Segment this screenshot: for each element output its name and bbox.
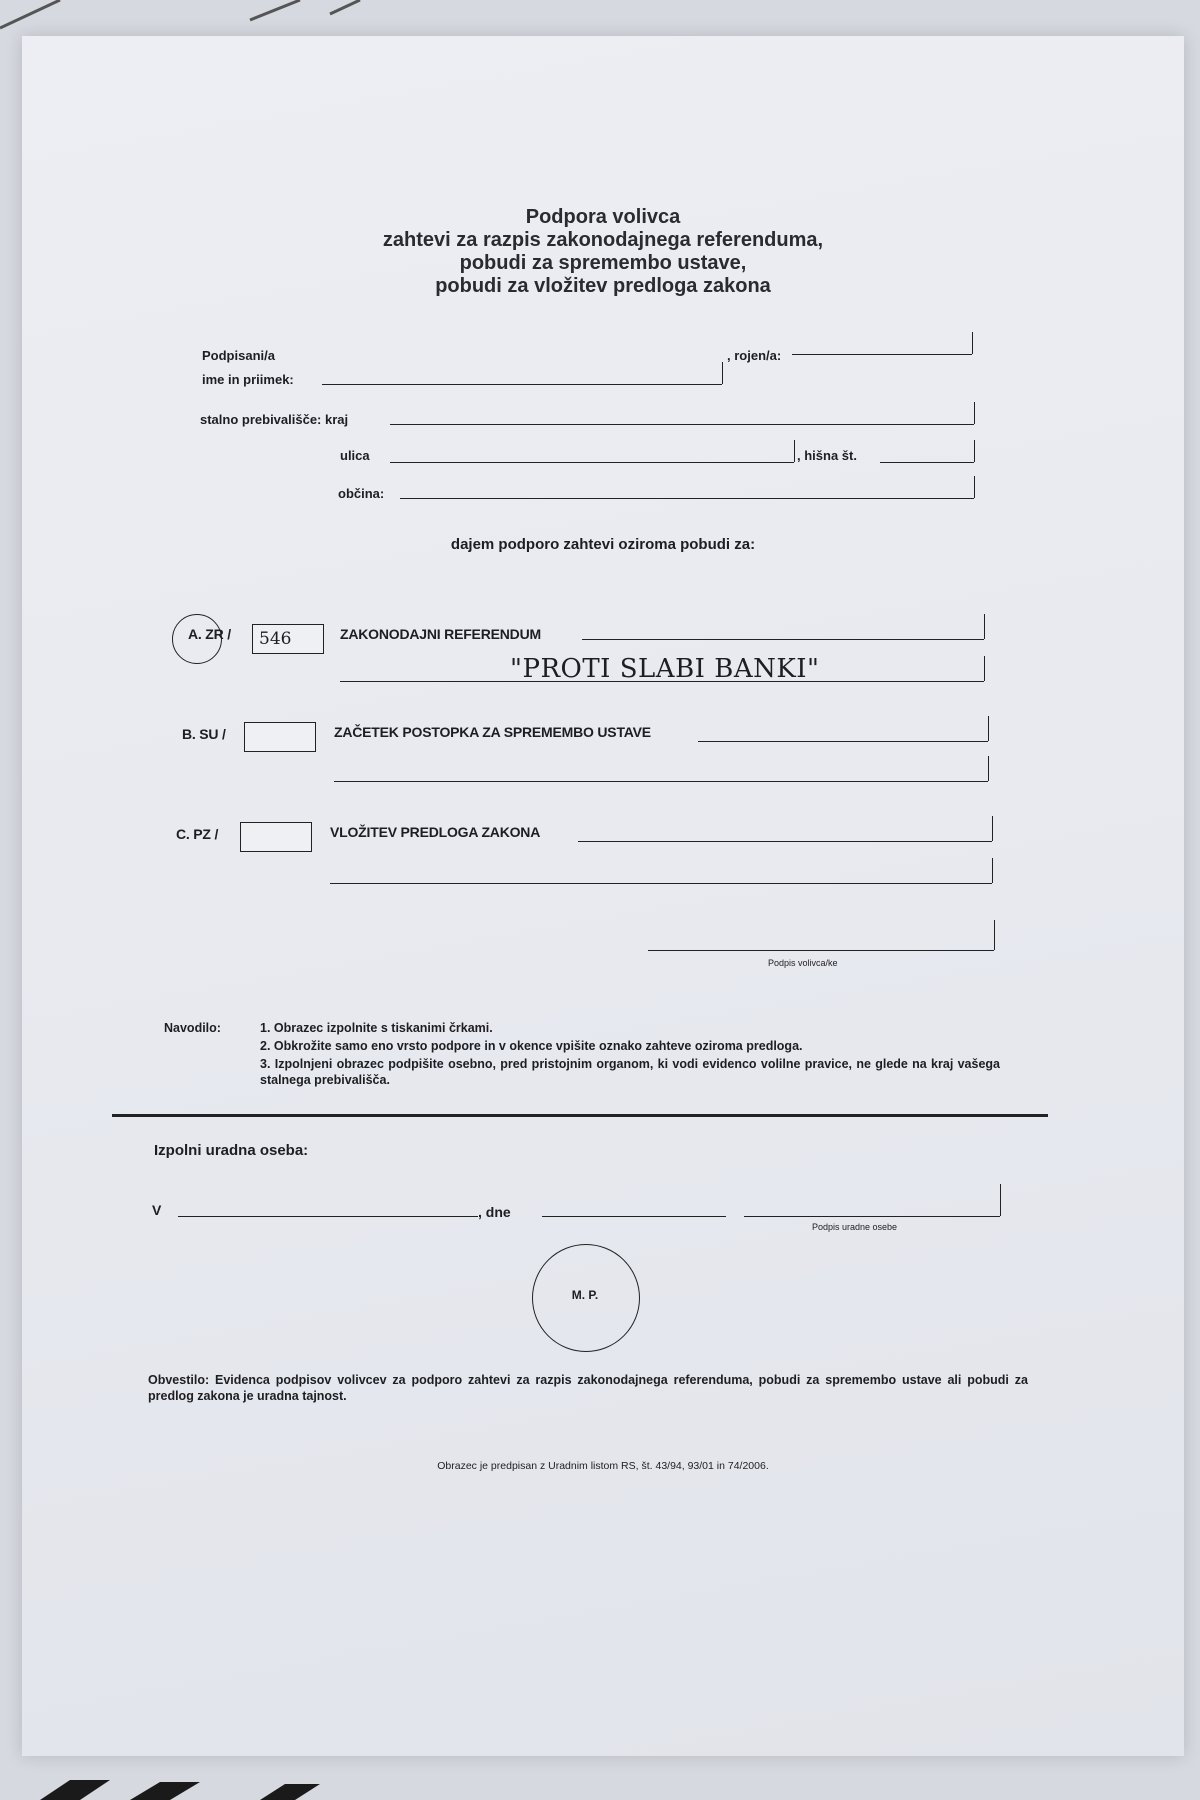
instruction-2: 2. Obkrožite samo eno vrsto podpore in v okence vpišite oznako zahteve oziroma predloga. [260,1039,803,1053]
form-sheet [22,36,1184,1756]
podpisani-label: Podpisani/a [202,348,275,363]
notice-text: Obvestilo: Evidenca podpisov volivcev za podporo zahtevi za razpis zakonodajnega referenduma, pobudi za spremembo ustave ali pobudi za predlog zakona je uradna tajnost. [148,1373,1028,1403]
hisna-field[interactable] [880,462,974,463]
option-c-label: C. PZ / [176,826,219,842]
form-title [22,206,1184,298]
title-line-2: zahtevi za razpis zakonodajnega referenduma, [382,229,824,251]
support-heading: dajem podporo zahtevi oziroma pobudi za: [450,536,756,553]
stamp-label: M. P. [571,1288,599,1302]
official-signature-caption: Podpis uradne osebe [812,1222,898,1232]
option-a-handwritten: "PROTI SLABI BANKI" [510,654,820,684]
section-divider [112,1114,1048,1117]
prebivalisce-label: stalno prebivališče: kraj [200,412,349,427]
option-c-line-1[interactable] [578,841,992,842]
obcina-field-tick [974,476,975,498]
official-heading: Izpolni uradna oseba: [154,1142,309,1159]
instructions-label: Navodilo: [164,1021,221,1035]
hisna-label: , hišna št. [797,448,857,463]
option-b-title: ZAČETEK POSTOPKA ZA SPREMEMBO USTAVE [334,724,651,740]
option-c-code-box[interactable] [240,822,312,852]
option-b-line-2-tick [988,756,989,781]
footer-text: Obrazec je predpisan z Uradnim listom RS, št. 43/94, 93/01 in 74/2006. [437,1460,769,1472]
option-a-code-box[interactable] [252,624,324,654]
option-c-line-2[interactable] [330,883,992,884]
option-b-code-box[interactable] [244,722,316,752]
option-a-line-1[interactable] [582,639,984,640]
voter-signature-tick [994,920,995,950]
option-a-label: A. ZR / [188,626,231,642]
ime-priimek-label: ime in priimek: [202,372,294,387]
obcina-label: občina: [338,486,385,501]
kraj-field[interactable] [390,424,974,425]
obcina-field[interactable] [400,498,974,499]
voter-signature-line[interactable] [648,950,994,951]
option-a-code-value: 546 [259,629,292,649]
option-c-line-2-tick [992,858,993,883]
kraj-field-tick [974,402,975,424]
option-b-line-1[interactable] [698,741,988,742]
instruction-1: 1. Obrazec izpolnite s tiskanimi črkami. [260,1021,493,1035]
ulica-field[interactable] [390,462,794,463]
option-a-title: ZAKONODAJNI REFERENDUM [340,626,541,642]
ime-priimek-field[interactable] [322,384,722,385]
title-line-3: pobudi za spremembo ustave, [459,252,747,274]
hisna-field-tick [974,440,975,462]
option-b-line-2[interactable] [334,781,988,782]
official-v-label: V [152,1202,162,1218]
ulica-field-tick [794,440,795,462]
rojen-field[interactable] [792,354,972,355]
option-c-line-1-tick [992,816,993,841]
voter-signature-caption: Podpis volivca/ke [768,958,838,968]
option-b-line-1-tick [988,716,989,741]
official-signature-tick [1000,1184,1001,1216]
option-b-label: B. SU / [182,726,226,742]
option-c-title: VLOŽITEV PREDLOGA ZAKONA [330,824,541,840]
option-a-line-1-tick [984,614,985,639]
option-a-line-2-tick [984,656,985,681]
official-signature-line[interactable] [744,1216,1000,1217]
title-line-1: Podpora volivca [525,206,681,228]
official-date-field[interactable] [542,1216,726,1217]
ime-field-tick [722,362,723,384]
rojen-label: , rojen/a: [727,348,782,363]
title-line-4: pobudi za vložitev predloga zakona [435,275,771,297]
option-a-line-2[interactable] [340,681,984,682]
rojen-field-tick [972,332,973,354]
instruction-3: 3. Izpolnjeni obrazec podpišite osebno, pred pristojnim organom, ki vodi evidenco volilne pravice, ne glede na kraj vašega stalnega prebivališča. [260,1057,1000,1087]
official-place-field[interactable] [178,1216,478,1217]
official-dne-label: , dne [478,1204,511,1220]
ulica-label: ulica [340,448,370,463]
